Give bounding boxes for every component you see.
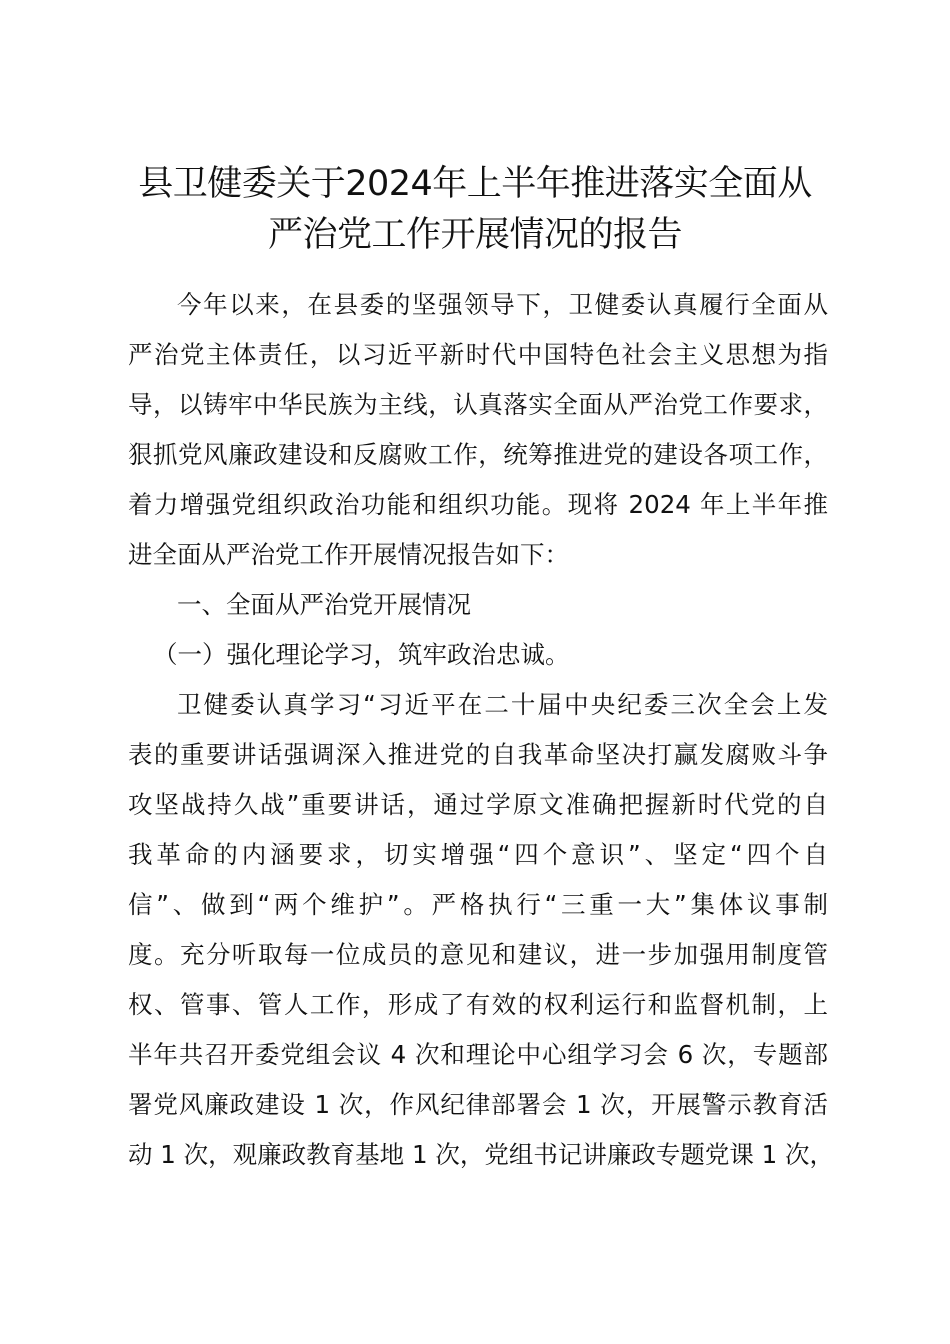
document-title-line-1: 县卫健委关于2024年上半年推进落实全面从 xyxy=(138,164,812,204)
section-heading-1: 一、全面从严治党开展情况 xyxy=(177,590,471,619)
paragraph-2-line-10: 动 1 次，观廉政教育基地 1 次，党组书记讲廉政专题党课 1 次， xyxy=(128,1140,834,1169)
paragraph-1-line-2: 严治党主体责任，以习近平新时代中国特色社会主义思想为指 xyxy=(128,340,828,369)
paragraph-2-line-5: 信”、做到“两个维护”。严格执行“三重一大”集体议事制 xyxy=(128,890,828,919)
paragraph-2-line-9: 署党风廉政建设 1 次，作风纪律部署会 1 次，开展警示教育活 xyxy=(128,1090,828,1119)
paragraph-1-line-5: 着力增强党组织政治功能和组织功能。现将 2024 年上半年推 xyxy=(128,490,828,519)
paragraph-2-line-4: 我革命的内涵要求，切实增强“四个意识”、坚定“四个自 xyxy=(128,840,828,869)
paragraph-1-line-6: 进全面从严治党工作开展情况报告如下： xyxy=(128,540,569,569)
paragraph-2-line-7: 权、管事、管人工作，形成了有效的权利运行和监督机制，上 xyxy=(128,990,828,1019)
paragraph-1-line-1: 今年以来，在县委的坚强领导下，卫健委认真履行全面从 xyxy=(177,290,828,319)
paragraph-2-line-3: 攻坚战持久战”重要讲话，通过学原文准确把握新时代党的自 xyxy=(128,790,828,819)
paragraph-1-line-3: 导，以铸牢中华民族为主线，认真落实全面从严治党工作要求， xyxy=(128,390,828,419)
paragraph-2-line-8: 半年共召开委党组会议 4 次和理论中心组学习会 6 次，专题部 xyxy=(128,1040,828,1069)
paragraph-2-line-2: 表的重要讲话强调深入推进党的自我革命坚决打赢发腐败斗争 xyxy=(128,740,828,769)
section-subheading-1: （一）强化理论学习，筑牢政治忠诚。 xyxy=(153,640,570,669)
paragraph-2-line-1: 卫健委认真学习“习近平在二十届中央纪委三次全会上发 xyxy=(177,690,828,719)
document-title-line-2: 严治党工作开展情况的报告 xyxy=(267,215,682,255)
paragraph-1-line-4: 狠抓党风廉政建设和反腐败工作，统筹推进党的建设各项工作， xyxy=(128,440,828,469)
paragraph-2-line-6: 度。充分听取每一位成员的意见和建议，进一步加强用制度管 xyxy=(128,940,828,969)
